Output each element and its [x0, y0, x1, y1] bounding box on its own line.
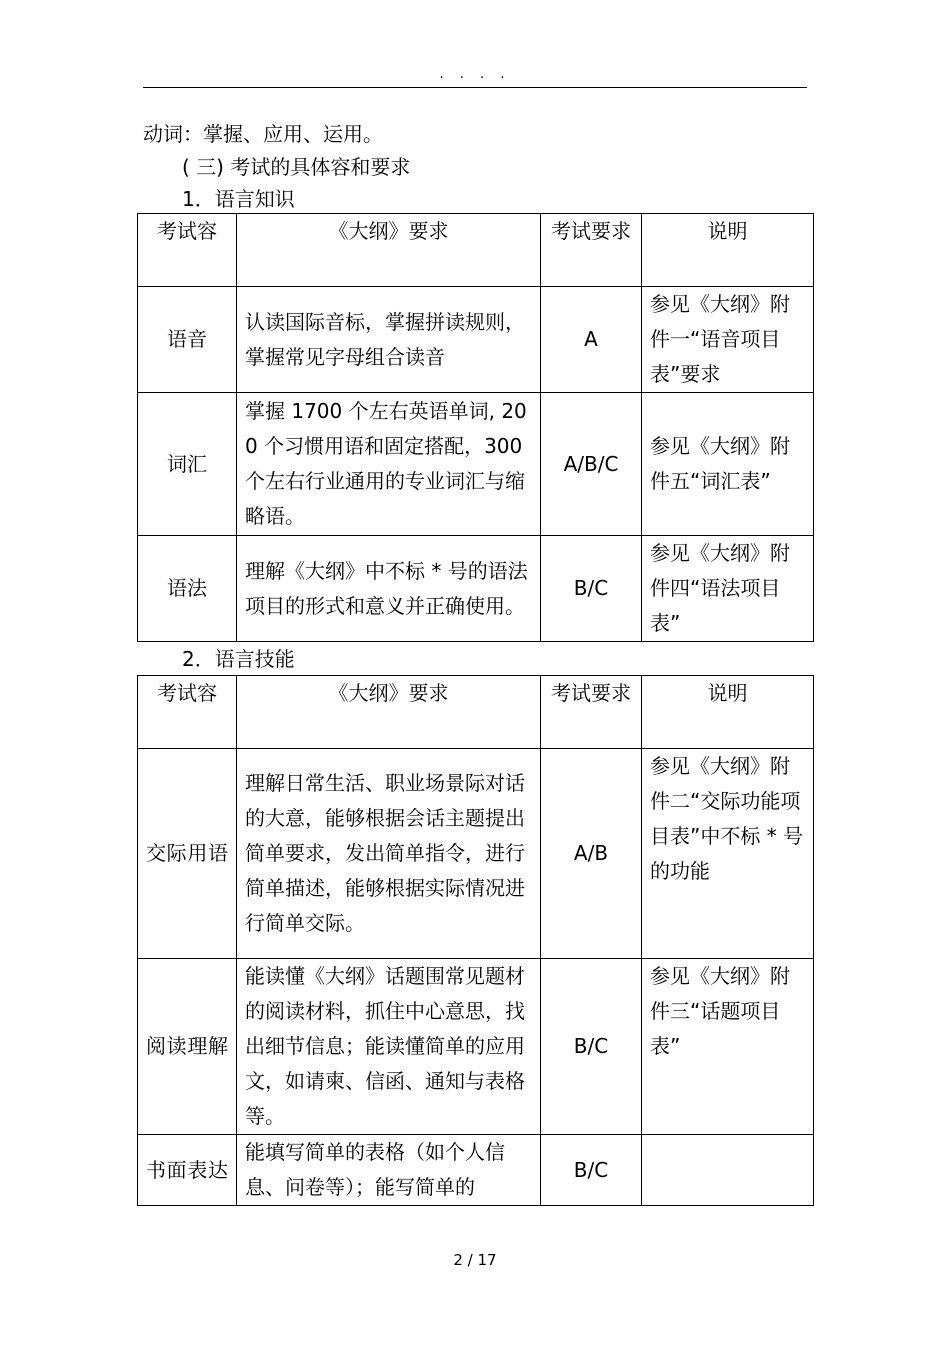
table-row	[138, 959, 814, 1135]
header-cell: 说明	[642, 676, 814, 749]
note-cell: 参见《大纲》附件三“话题项目表”	[642, 959, 814, 1135]
requirement-cell: 理解日常生活、职业场景际对话的大意，能够根据会话主题提出简单要求，发出简单指令，进行简单描述，能够根据实际情况进行简单交际。	[237, 749, 541, 959]
topic-cell: 阅读理解	[138, 959, 237, 1135]
header-dots: . . . .	[439, 67, 511, 82]
header-rule	[143, 87, 807, 88]
note-cell	[642, 1135, 814, 1206]
verbs-line: 动词：掌握、应用、运用。	[143, 122, 383, 146]
header-cell: 《大纲》要求	[237, 676, 541, 749]
requirement-cell: 能读懂《大纲》话题围常见题材的阅读材料，抓住中心意思，找出细节信息；能读懂简单的应用文，如请柬、信函、通知与表格等。	[237, 959, 541, 1135]
note-cell: 参见《大纲》附件二“交际功能项目表”中不标 * 号的功能	[642, 749, 814, 959]
header-cell: 考试容	[138, 676, 237, 749]
header-cell: 考试要求	[541, 676, 642, 749]
topic-cell: 语法	[138, 536, 237, 642]
table-header-row	[138, 214, 814, 287]
header-cell: 说明	[642, 214, 814, 287]
header-cell: 考试容	[138, 214, 237, 287]
table-row	[138, 1135, 814, 1206]
level-cell: A/B	[541, 749, 642, 959]
requirement-cell: 能填写简单的表格（如个人信息、问卷等）；能写简单的	[237, 1135, 541, 1206]
level-cell: A	[541, 287, 642, 393]
header-cell: 《大纲》要求	[237, 214, 541, 287]
requirement-cell: 掌握 1700 个左右英语单词, 200 个习惯用语和固定搭配，300 个左右行业通用的专业词汇与缩略语。	[237, 393, 541, 536]
note-cell: 参见《大纲》附件一“语音项目表”要求	[642, 287, 814, 393]
subheading-language-skills: 2．语言技能	[182, 647, 295, 671]
requirement-cell: 理解《大纲》中不标 * 号的语法项目的形式和意义并正确使用。	[237, 536, 541, 642]
topic-cell: 交际用语	[138, 749, 237, 959]
note-cell: 参见《大纲》附件五“词汇表”	[642, 393, 814, 536]
language-knowledge-table	[137, 213, 814, 642]
table-row	[138, 287, 814, 393]
table-row	[138, 749, 814, 959]
header-cell: 考试要求	[541, 214, 642, 287]
level-cell: B/C	[541, 536, 642, 642]
note-cell: 参见《大纲》附件四“语法项目表”	[642, 536, 814, 642]
subheading-language-knowledge: 1．语言知识	[182, 187, 295, 211]
topic-cell: 书面表达	[138, 1135, 237, 1206]
level-cell: A/B/C	[541, 393, 642, 536]
requirement-cell: 认读国际音标，掌握拼读规则，掌握常见字母组合读音	[237, 287, 541, 393]
table-row	[138, 536, 814, 642]
section-heading: ( 三) 考试的具体容和要求	[182, 155, 411, 179]
topic-cell: 词汇	[138, 393, 237, 536]
level-cell: B/C	[541, 1135, 642, 1206]
table-row	[138, 393, 814, 536]
level-cell: B/C	[541, 959, 642, 1135]
language-skills-table	[137, 675, 814, 1206]
topic-cell: 语音	[138, 287, 237, 393]
table-header-row	[138, 676, 814, 749]
page-number: 2 / 17	[453, 1251, 497, 1269]
